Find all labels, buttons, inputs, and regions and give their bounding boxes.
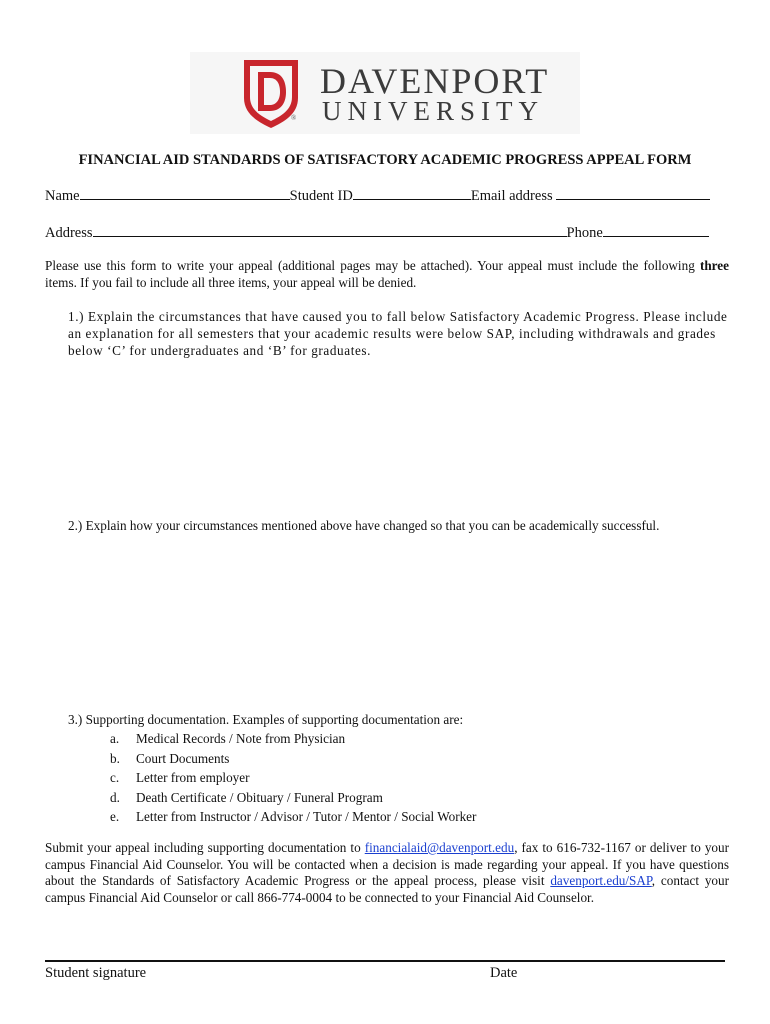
list-item: c. Letter from employer [110, 770, 250, 785]
logo-wordmark-line2: UNIVERSITY [322, 96, 544, 126]
list-item: a. Medical Records / Note from Physician [110, 731, 346, 746]
signature-line[interactable] [45, 960, 725, 962]
phone-field[interactable] [603, 223, 709, 237]
student-id-field[interactable] [353, 186, 471, 200]
email-label: Email address [470, 188, 553, 204]
student-signature-label: Student signature [45, 965, 147, 981]
list-item: e. Letter from Instructor / Advisor / Tutor / Mentor / Social Worker [110, 809, 477, 824]
sap-link[interactable]: davenport.edu/SAP [550, 873, 652, 888]
list-item: b. Court Documents [110, 750, 230, 766]
intro-text-2: items. If you fail to include all three items, your appeal will be denied. [45, 274, 417, 290]
intro-bold: three [699, 258, 729, 273]
student-id-label: Student ID [289, 188, 353, 204]
question-3: 3.) Supporting documentation. Examples of supporting documentation are: [68, 712, 464, 727]
address-row [45, 223, 709, 242]
address-field[interactable] [93, 223, 567, 237]
name-label: Name [45, 188, 80, 204]
form-title: FINANCIAL AID STANDARDS OF SATISFACTORY ACADEMIC PROGRESS APPEAL FORM [78, 152, 692, 168]
date-label: Date [490, 965, 518, 981]
email-link[interactable]: financialaid@davenport.edu [364, 840, 515, 855]
question-2: 2.) Explain how your circumstances mentioned above have changed so that you can be academically successful. [68, 518, 660, 533]
intro-text-1: Please use this form to write your appeal (additional pages may be attached). Your appeal must include the following [45, 258, 700, 273]
documentation-list [110, 729, 476, 827]
phone-label: Phone [566, 225, 603, 241]
registered-mark: ® [291, 114, 297, 122]
email-field[interactable] [556, 186, 710, 200]
question-1: 1.) Explain the circumstances that have caused you to fall below Satisfactory Academic Progress. Please include an explanation for all semesters that your academic results were below SAP, including withdrawals and grades below ‘C’ for undergraduates and ‘B’ for graduates. [68, 309, 728, 358]
university-logo [190, 52, 580, 134]
list-item: d. Death Certificate / Obituary / Funeral Program [110, 789, 383, 805]
logo-wordmark-line1: DAVENPORT [320, 61, 550, 101]
identity-row [45, 186, 710, 205]
address-label: Address [45, 225, 93, 241]
submission-paragraph: Submit your appeal including supporting documentation to financialaid@davenport.edu, fax to 616-732-1167 or deliver to your campus Financial Aid Counselor. You will be contacted when a decision is made regarding your appeal. If you have questions about the Standards of Satisfactory Academic Progress or the appeal process, please visit davenport.edu/SAP, contact your campus Financial Aid Counselor or call 866-774-0004 to be connected to your Financial Aid Counselor. [45, 840, 729, 905]
name-field[interactable] [80, 186, 290, 200]
intro-paragraph [45, 258, 729, 291]
